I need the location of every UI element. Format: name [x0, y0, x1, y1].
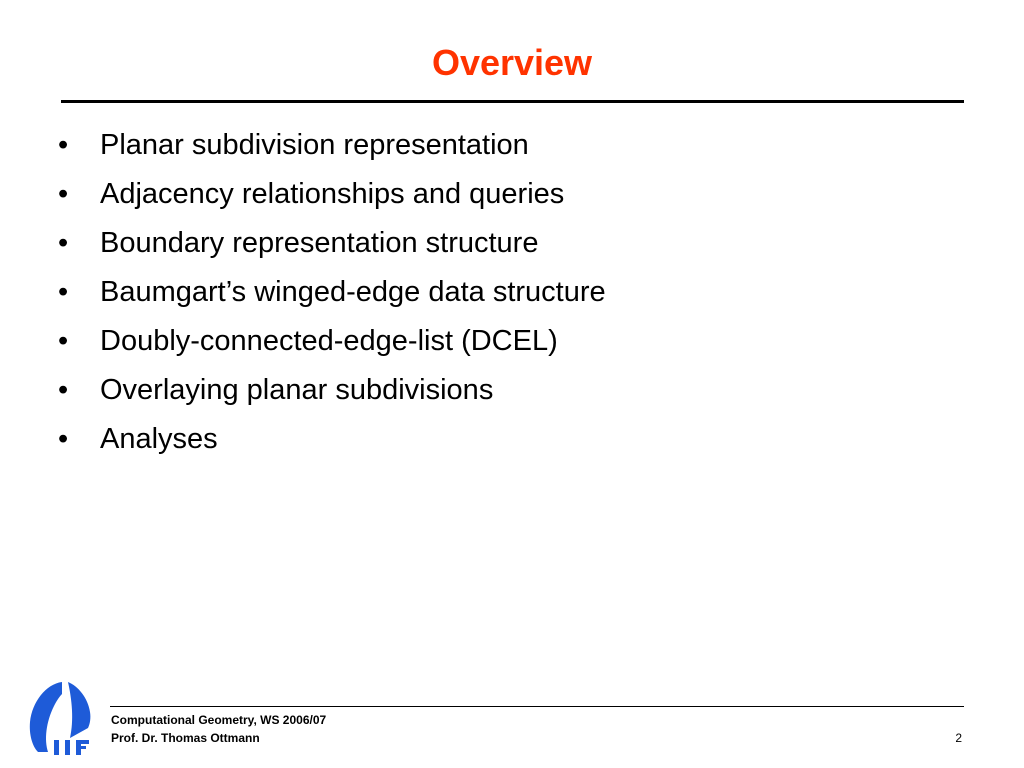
- bullet-text: Adjacency relationships and queries: [100, 178, 565, 210]
- bullet-icon: •: [58, 227, 69, 259]
- footer-course: Computational Geometry, WS 2006/07: [111, 713, 327, 727]
- bullet-text: Overlaying planar subdivisions: [100, 374, 494, 406]
- bullet-text: Baumgart’s winged-edge data structure: [100, 276, 606, 308]
- logo-letter-f-top: [76, 740, 89, 744]
- iif-logo-icon: [24, 680, 96, 756]
- bullet-icon: •: [58, 325, 69, 357]
- bullet-text: Doubly-connected-edge-list (DCEL): [100, 325, 558, 357]
- bullet-text: Planar subdivision representation: [100, 129, 529, 161]
- logo-letter-i2: [65, 740, 70, 755]
- logo-right-swoosh: [68, 682, 90, 738]
- bullet-text: Boundary representation structure: [100, 227, 539, 259]
- bullet-icon: •: [58, 276, 69, 308]
- logo-letter-i1: [54, 740, 59, 755]
- footer-lecturer: Prof. Dr. Thomas Ottmann: [111, 731, 260, 745]
- bullet-icon: •: [58, 423, 69, 455]
- footer-divider: [110, 706, 964, 707]
- bullet-icon: •: [58, 374, 69, 406]
- bullet-text: Analyses: [100, 423, 218, 455]
- bullet-icon: •: [58, 129, 69, 161]
- logo-letter-f-mid: [76, 746, 86, 749]
- title-divider: [61, 100, 964, 103]
- page-number: 2: [955, 731, 962, 745]
- slide-title: Overview: [431, 42, 593, 83]
- bullet-icon: •: [58, 178, 69, 210]
